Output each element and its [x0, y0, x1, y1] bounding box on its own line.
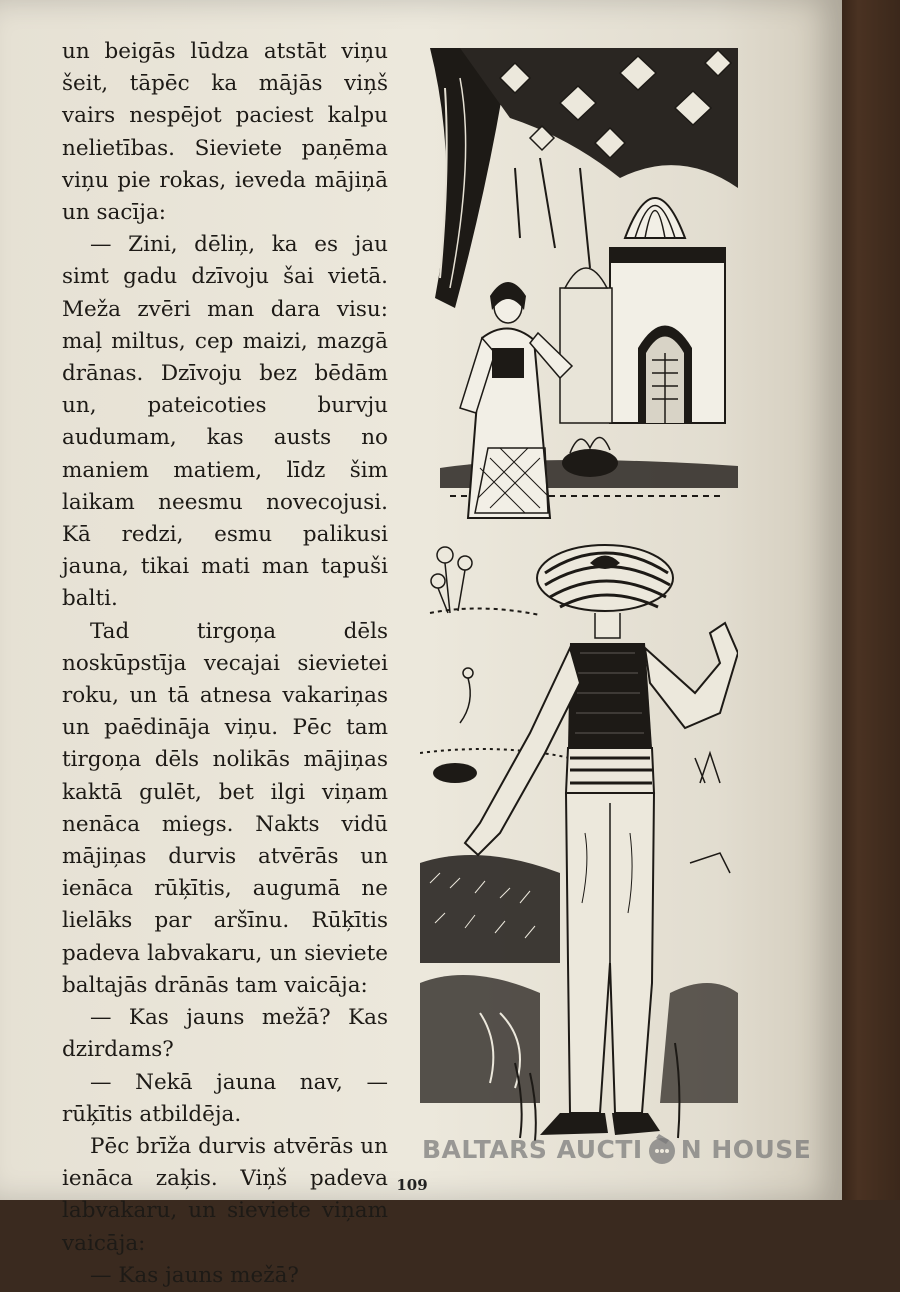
text-column — [62, 36, 388, 1292]
paragraph: — Zini, dēliņ, ka es jau simt gadu dzīvoju šai vietā. Meža zvēri man dara visu: maļ miltus, cep maizi, mazgā drānas. Dzīvoju bez bēdām un, pateicoties burvju audumam, kas austs no maniem matiem, līdz šim laikam neesmu novecojusi. Kā redzi, esmu palikusi jauna, tikai mati man tapuši balti. — [62, 232, 388, 612]
paragraph: — Kas jauns mežā? Kas dzirdams? — [62, 1005, 388, 1063]
paragraph: Tad tirgoņa dēls noskūpstīja vecajai sievietei roku, un tā atnesa vakariņas un paēdināja viņu. Pēc tam tirgoņa dēls nolikās mājiņas kaktā gulēt, bet ilgi viņam nenāca miegs. Nakts vidū mājiņas durvis atvērās un ienāca rūķītis, augumā ne lielāks par aršīnu. Rūķītis padeva labvakaru, un sieviete baltajās drānās tam vaicāja: — [62, 618, 388, 998]
man-turban-illustration — [420, 543, 738, 1143]
woman-palace-illustration — [420, 48, 738, 528]
paragraph: un beigās lūdza atstāt viņu šeit, tāpēc ka mājās viņš vairs nespējot paciest kalpu nelietības. Sieviete paņēma viņu pie rokas, ieveda mājiņā un sacīja: — [62, 39, 388, 226]
auction-watermark — [422, 1132, 811, 1166]
paragraph: — Kas jauns mežā? — [90, 1262, 299, 1288]
watermark-text-left: BALTARS AUCTI — [422, 1134, 643, 1164]
hammer-globe-icon — [645, 1132, 679, 1166]
paragraph: Pēc brīža durvis atvērās un ienāca zaķis. Viņš padeva labvakaru, un sieviete viņam vaicāja: — [62, 1133, 388, 1256]
illustration-column — [420, 48, 738, 1143]
watermark-text-right: N HOUSE — [680, 1134, 812, 1164]
page-number: 109 — [396, 1176, 428, 1194]
paragraph: — Nekā jauna nav, — rūķītis atbildēja. — [62, 1069, 388, 1127]
